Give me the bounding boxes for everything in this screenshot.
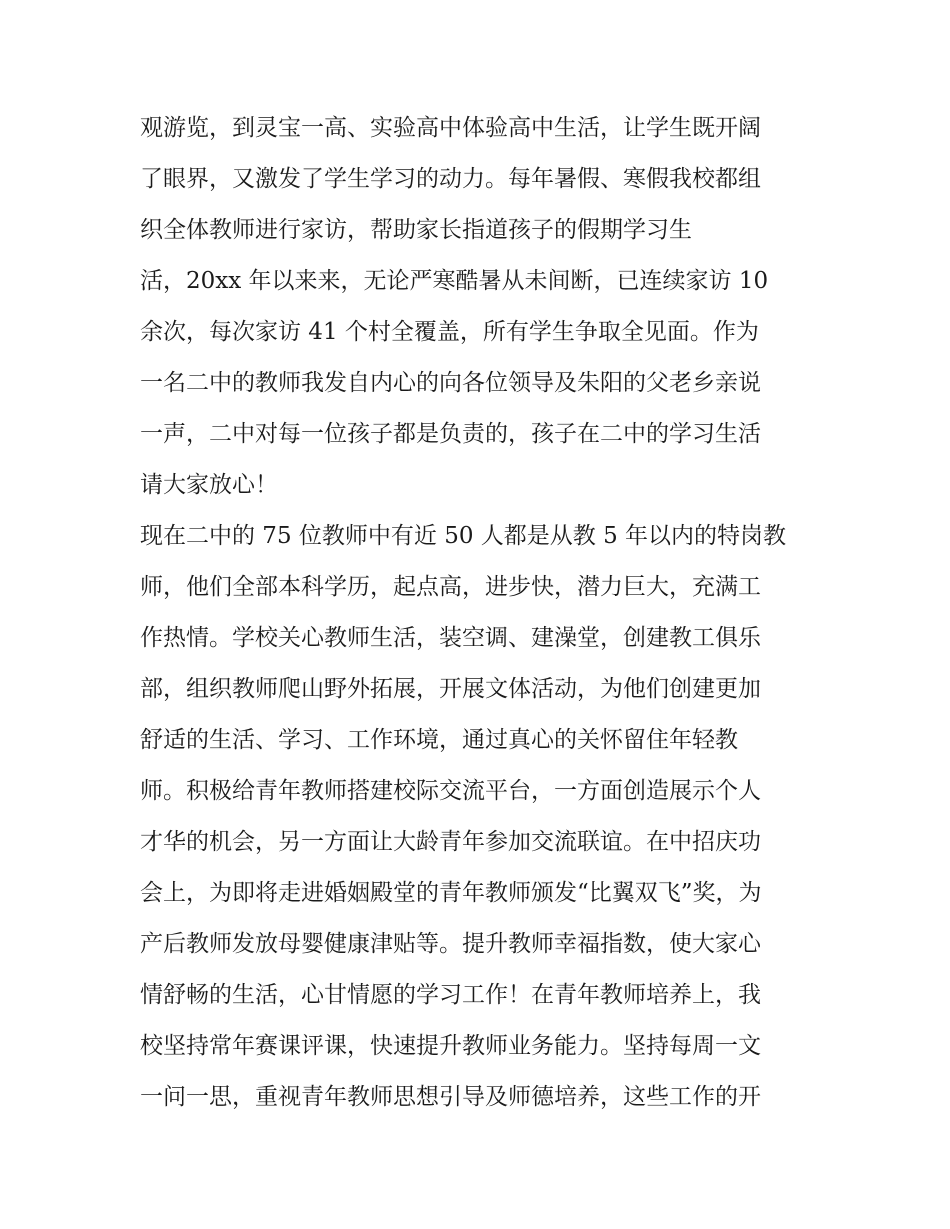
text-line: 活，20xx 年以来来，无论严寒酷暑从未间断，已连续家访 10 [140, 268, 769, 294]
text-line: 了眼界，又激发了学生学习的动力。每年暑假、寒假我校都组 [140, 166, 761, 192]
text-line: 舒适的生活、学习、工作环境，通过真心的关怀留住年轻教 [140, 727, 738, 753]
text-line: 才华的机会，另一方面让大龄青年参加交流联谊。在中招庆功 [140, 829, 761, 855]
text-line: 请大家放心！ [140, 472, 278, 498]
text-line: 师，他们全部本科学历，起点高，进步快，潜力巨大，充满工 [140, 574, 761, 600]
text-line: 部，组织教师爬山野外拓展，开展文体活动，为他们创建更加 [140, 676, 761, 702]
text-line: 情舒畅的生活，心甘情愿的学习工作！在青年教师培养上，我 [140, 982, 761, 1008]
text-line: 校坚持常年赛课评课，快速提升教师业务能力。坚持每周一文 [140, 1033, 761, 1059]
text-line: 作热情。学校关心教师生活，装空调、建澡堂，创建教工俱乐 [140, 625, 761, 651]
body-text [140, 103, 820, 1123]
text-line: 产后教师发放母婴健康津贴等。提升教师幸福指数，使大家心 [140, 931, 761, 957]
text-line: 余次，每次家访 41 个村全覆盖，所有学生争取全见面。作为 [140, 319, 759, 345]
text-line: 现在二中的 75 位教师中有近 50 人都是从教 5 年以内的特岗教 [140, 523, 787, 549]
text-line: 一问一思，重视青年教师思想引导及师德培养，这些工作的开 [140, 1084, 761, 1110]
text-line: 一名二中的教师我发自内心的向各位领导及朱阳的父老乡亲说 [140, 370, 761, 396]
text-line: 织全体教师进行家访，帮助家长指道孩子的假期学习生 [140, 217, 692, 243]
text-line: 一声，二中对每一位孩子都是负责的，孩子在二中的学习生活 [140, 421, 761, 447]
text-line: 会上，为即将走进婚姻殿堂的青年教师颁发“比翼双飞”奖，为 [140, 880, 762, 906]
text-line: 观游览，到灵宝一高、实验高中体验高中生活，让学生既开阔 [140, 115, 761, 141]
text-line: 师。积极给青年教师搭建校际交流平台，一方面创造展示个人 [140, 778, 761, 804]
